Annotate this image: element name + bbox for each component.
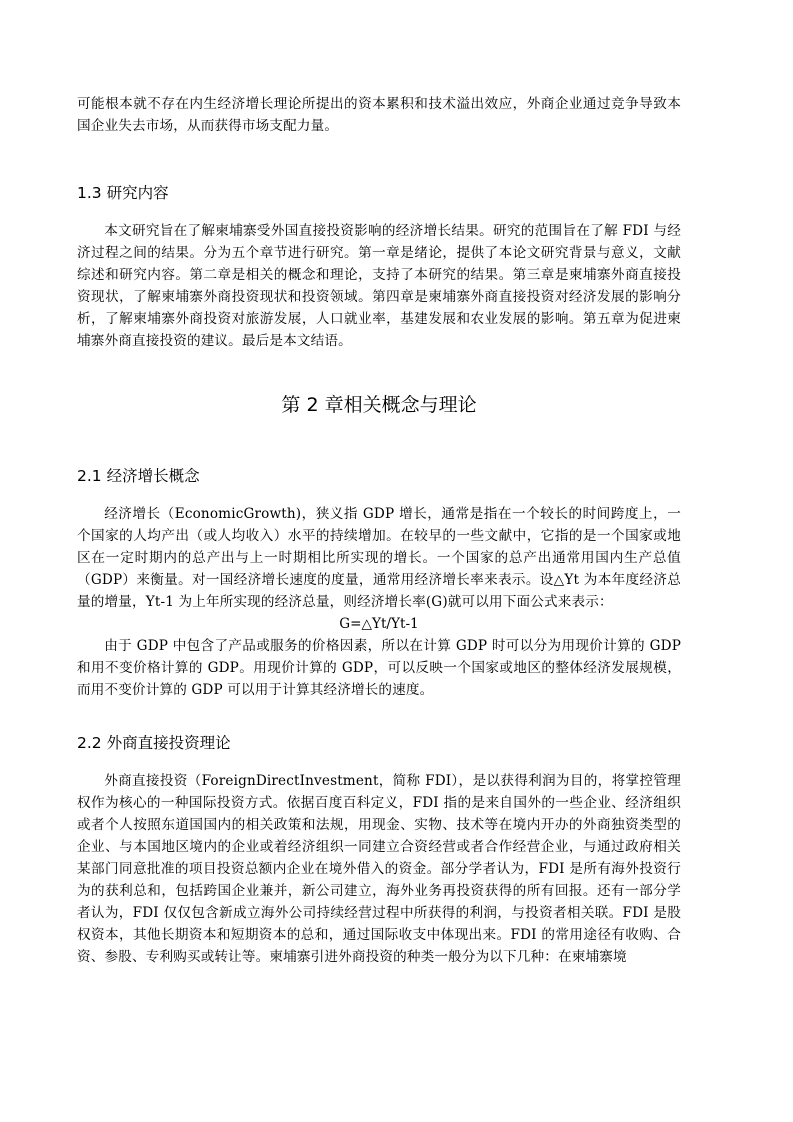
section-heading-1-3: 1.3 研究内容: [77, 184, 169, 202]
intro-paragraph: 可能根本就不存在内生经济增长理论所提出的资本累积和技术溢出效应，外商企业通过竞争导致本国企业失去市场，从而获得市场支配力量。: [77, 96, 681, 134]
section-2-1-paragraph-2: 由于 GDP 中包含了产品或服务的价格因素，所以在计算 GDP 时可以分为用现价计算的 GDP 和用不变价格计算的 GDP。用现价计算的 GDP，可以反映一个国家或地区的整体经济发展规模，而用不变价计算的 GDP 可以用于计算其经济增长的速度。: [77, 638, 681, 698]
section-2-2-paragraph: 外商直接投资（ForeignDirectInvestment，简称 FDI），是以获得利润为目的，将掌控管理权作为核心的一种国际投资方式。依据百度百科定义，FDI 指的是来自国外的一些企业、经济组织或者个人按照东道国国内的相关政策和法规，用现金、实物、技术等在境内开办的外商独资类型的企业、与本国地区境内的企业或着经济组织一同建立合资经营或者合作经营企业，与通过政府相关某部门同意批准的项目投资总额内企业在境外借入的资金。部分学者认为，FDI 是所有海外投资行为的获利总和，包括跨国企业兼并，新公司建立，海外业务再投资获得的所有回报。还有一部分学者认为，FDI 仅仅包含新成立海外公司持续经营过程中所获得的利润，与投资者相关联。FDI 是股权资本，其他长期资本和短期资本的总和，通过国际收支中体现出来。FDI 的常用途径有收购、合资、参股、专利购买或转让等。柬埔寨引进外商投资的种类一般分为以下几种：在柬埔寨境: [77, 773, 681, 965]
document-page: [77, 93, 681, 968]
section-2-1-paragraph-1: 经济增长（EconomicGrowth)，狭义指 GDP 增长，通常是指在一个较长的时间跨度上，一个国家的人均产出（或人均收入）水平的持续增加。在较早的一些文献中，它指的是一个国家或地区在一定时期内的总产出与上一时期相比所实现的增长。一个国家的总产出通常用国内生产总值（GDP）来衡量。对一国经济增长速度的度量，通常用经济增长率来表示。设△Yt 为本年度经济总量的增量，Yt-1 为上年所实现的经济总量，则经济增长率(G)就可以用下面公式来表示：: [77, 506, 681, 610]
section-1-3-paragraph: 本文研究旨在了解柬埔寨受外国直接投资影响的经济增长结果。研究的范围旨在了解 FDI 与经济过程之间的结果。分为五个章节进行研究。第一章是绪论，提供了本论文研究背景与意义，文献综述和研究内容。第二章是相关的概念和理论，支持了本研究的结果。第三章是柬埔寨外商直接投资现状，了解柬埔寨外商投资现状和投资领域。第四章是柬埔寨外商直接投资对经济发展的影响分析，了解柬埔寨外商投资对旅游发展，人口就业率，基建发展和农业发展的影响。第五章为促进柬埔寨外商直接投资的建议。最后是本文结语。: [77, 223, 681, 349]
section-heading-2-1: 2.1 经济增长概念: [77, 467, 200, 485]
chapter-2-title: 第 2 章相关概念与理论: [281, 394, 477, 416]
section-heading-2-2: 2.2 外商直接投资理论: [77, 734, 231, 752]
growth-rate-formula: G=△Yt/Yt-1: [339, 616, 419, 632]
